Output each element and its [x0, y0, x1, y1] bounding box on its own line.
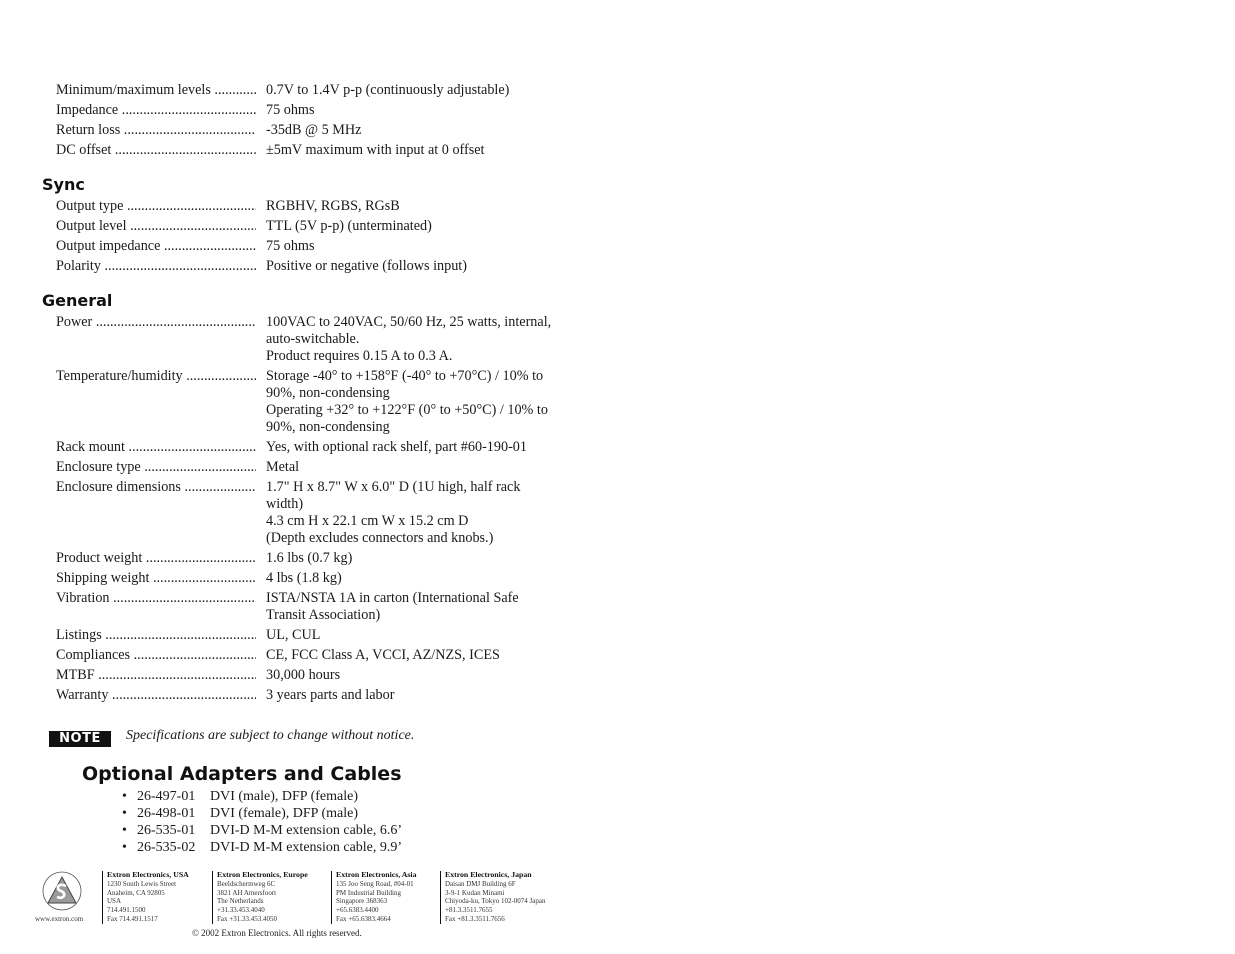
- spec-label-text: Minimum/maximum levels: [56, 82, 211, 98]
- spec-label-text: Product weight: [56, 550, 143, 566]
- spec-label-text: Polarity: [56, 258, 101, 274]
- spec-value: [266, 459, 586, 476]
- spec-label-text: Temperature/humidity: [56, 368, 183, 384]
- office-line: +31.33.453.4040: [217, 906, 265, 915]
- spec-row: [56, 667, 616, 684]
- spec-row: [56, 459, 616, 476]
- spec-value-line: UL, CUL: [266, 627, 321, 643]
- sync-heading: Sync: [42, 175, 85, 194]
- spec-label: [56, 550, 256, 567]
- office-line: +81.3.3511.7655: [445, 906, 493, 915]
- office-line: Daisan DMJ Building 6F: [445, 879, 516, 888]
- spec-label-text: Impedance: [56, 102, 119, 118]
- footer-url[interactable]: www.extron.com: [35, 915, 84, 923]
- bullet: •: [122, 806, 127, 821]
- spec-label: [56, 590, 256, 607]
- spec-label: [56, 459, 256, 476]
- list-item: [122, 822, 402, 839]
- spec-label-text: Vibration: [56, 590, 110, 606]
- sync-specs: [56, 198, 616, 278]
- general-rows: [56, 314, 616, 707]
- spec-row: [56, 102, 616, 119]
- spec-row: [56, 142, 616, 159]
- part-description: DVI (male), DFP (female): [210, 789, 358, 804]
- spec-value: [266, 122, 586, 139]
- spec-label-text: Enclosure dimensions: [56, 479, 181, 495]
- spec-label-text: Compliances: [56, 647, 131, 663]
- spec-value-line: Positive or negative (follows input): [266, 258, 467, 274]
- spec-value-line: (Depth excludes connectors and knobs.): [266, 530, 494, 546]
- spec-row: [56, 570, 616, 587]
- spec-label-text: MTBF: [56, 667, 95, 683]
- spec-label: [56, 647, 256, 664]
- spec-value: [266, 550, 586, 567]
- spec-value: [266, 590, 586, 624]
- office-line: Beeldschermweg 6C: [217, 879, 276, 888]
- part-number: 26-535-02: [137, 840, 196, 855]
- office-line: PM Industrial Building: [336, 888, 401, 897]
- spec-value: [266, 479, 586, 547]
- spec-label: [56, 258, 256, 275]
- spec-value: [266, 142, 586, 159]
- spec-row: [56, 647, 616, 664]
- spec-value-line: 1.6 lbs (0.7 kg): [266, 550, 353, 566]
- adapters-title: Optional Adapters and Cables: [82, 763, 402, 785]
- office-name: Extron Electronics, Europe: [217, 870, 308, 879]
- spec-label-text: Output level: [56, 218, 127, 234]
- spec-value-line: 75 ohms: [266, 102, 315, 118]
- adapter-list: [122, 788, 402, 856]
- spec-label: [56, 142, 256, 159]
- spec-label-text: Listings: [56, 627, 102, 643]
- spec-value-line: Operating +32° to +122°F (0° to +50°C) / 10% to: [266, 402, 548, 418]
- spec-value-line: 0.7V to 1.4V p-p (continuously adjustable): [266, 82, 510, 98]
- office-name: Extron Electronics, Japan: [445, 870, 532, 879]
- office-name: Extron Electronics, Asia: [336, 870, 417, 879]
- spec-value: [266, 218, 586, 235]
- office-line: 1230 South Lewis Street: [107, 879, 177, 888]
- spec-value-line: CE, FCC Class A, VCCI, AZ/NZS, ICES: [266, 647, 500, 663]
- copyright: © 2002 Extron Electronics. All rights reserved.: [192, 928, 362, 938]
- spec-value: [266, 198, 586, 215]
- spec-label: [56, 314, 256, 331]
- part-description: DVI-D M-M extension cable, 9.9’: [210, 840, 403, 855]
- spec-row: [56, 550, 616, 567]
- office-line: Chiyoda-ku, Tokyo 102-0074 Japan: [445, 897, 546, 906]
- office-line: Fax +31.33.453.4050: [217, 914, 277, 923]
- note-text: Specifications are subject to change without notice.: [126, 728, 415, 743]
- spec-label: [56, 570, 256, 587]
- spec-value-line: 1.7" H x 8.7" W x 6.0" D (1U high, half rack: [266, 479, 521, 495]
- spec-value: [266, 439, 586, 456]
- spec-row: [56, 238, 616, 255]
- office-name: Extron Electronics, USA: [107, 870, 189, 879]
- spec-label: [56, 122, 256, 139]
- spec-value: [266, 368, 586, 436]
- spec-value: [266, 238, 586, 255]
- office-line: USA: [107, 897, 122, 906]
- spec-label: [56, 627, 256, 644]
- office-line: 135 Joo Seng Road, #04-01: [336, 879, 414, 888]
- list-item: [122, 788, 402, 805]
- part-description: DVI (female), DFP (male): [210, 806, 358, 821]
- spec-value: [266, 570, 586, 587]
- office-line: 3821 AH Amersfoort: [217, 888, 277, 897]
- office-line: 714.491.1500: [107, 906, 146, 915]
- spec-label-text: Warranty: [56, 687, 109, 703]
- spec-value-line: 4.3 cm H x 22.1 cm W x 15.2 cm D: [266, 513, 469, 529]
- general-specs: [56, 314, 616, 707]
- spec-value-line: -35dB @ 5 MHz: [266, 122, 362, 138]
- office-europe: [212, 871, 308, 924]
- office-usa: [102, 871, 189, 924]
- spec-value-line: Transit Association): [266, 607, 381, 623]
- spec-value-line: 3 years parts and labor: [266, 687, 395, 703]
- spec-label-text: Power: [56, 314, 93, 330]
- spec-value: [266, 102, 586, 119]
- spec-value-line: ±5mV maximum with input at 0 offset: [266, 142, 485, 158]
- spec-value-line: Product requires 0.15 A to 0.3 A.: [266, 348, 453, 364]
- bullet: •: [122, 823, 127, 838]
- list-item: [122, 839, 402, 856]
- spec-label: [56, 368, 256, 385]
- spec-value-line: ISTA/NSTA 1A in carton (International Safe: [266, 590, 519, 606]
- spec-value-line: 4 lbs (1.8 kg): [266, 570, 342, 586]
- office-line: Fax 714.491.1517: [107, 914, 158, 923]
- spec-row: [56, 218, 616, 235]
- spec-value-line: auto-switchable.: [266, 331, 360, 347]
- spec-label: [56, 479, 256, 496]
- spec-label-text: Output impedance: [56, 238, 161, 254]
- spec-label: [56, 238, 256, 255]
- spec-value-line: 30,000 hours: [266, 667, 341, 683]
- spec-label: [56, 687, 256, 704]
- note-badge: NOTE: [49, 731, 111, 747]
- spec-value-line: RGBHV, RGBS, RGsB: [266, 198, 400, 214]
- office-line: Singapore 368363: [336, 897, 388, 906]
- spec-label-text: Shipping weight: [56, 570, 150, 586]
- video-rows: [56, 82, 616, 162]
- general-heading: General: [42, 291, 113, 310]
- office-line: Anaheim, CA 92805: [107, 888, 165, 897]
- office-line: Fax +65.6383.4664: [336, 914, 391, 923]
- office-line: Fax +81.3.3511.7656: [445, 914, 505, 923]
- part-description: DVI-D M-M extension cable, 6.6’: [210, 823, 403, 838]
- spec-value: [266, 82, 586, 99]
- sync-rows: [56, 198, 616, 278]
- spec-value-line: 90%, non-condensing: [266, 385, 390, 401]
- part-number: 26-535-01: [137, 823, 196, 838]
- spec-row: [56, 627, 616, 644]
- spec-label-text: DC offset: [56, 142, 112, 158]
- spec-row: [56, 687, 616, 704]
- spec-value-line: Metal: [266, 459, 300, 475]
- spec-row: [56, 590, 616, 624]
- spec-label: [56, 667, 256, 684]
- spec-row: [56, 122, 616, 139]
- spec-value-line: 90%, non-condensing: [266, 419, 390, 435]
- spec-label-text: Rack mount: [56, 439, 125, 455]
- spec-label: [56, 82, 256, 99]
- spec-label: [56, 439, 256, 456]
- office-line: 3-9-1 Kudan Minami: [445, 888, 505, 897]
- spec-label: [56, 102, 256, 119]
- bullet: •: [122, 789, 127, 804]
- list-item: [122, 805, 402, 822]
- spec-value: [266, 687, 586, 704]
- spec-row: [56, 82, 616, 99]
- spec-label: [56, 218, 256, 235]
- part-number: 26-497-01: [137, 789, 196, 804]
- spec-label-text: Enclosure type: [56, 459, 141, 475]
- spec-value-line: TTL (5V p-p) (unterminated): [266, 218, 432, 234]
- spec-row: [56, 314, 616, 365]
- part-number: 26-498-01: [137, 806, 196, 821]
- spec-value: [266, 667, 586, 684]
- spec-label-text: Output type: [56, 198, 124, 214]
- spec-value-line: width): [266, 496, 304, 512]
- spec-row: [56, 479, 616, 547]
- bullet: •: [122, 840, 127, 855]
- spec-value-line: 100VAC to 240VAC, 50/60 Hz, 25 watts, internal,: [266, 314, 552, 330]
- spec-row: [56, 198, 616, 215]
- spec-label-text: Return loss: [56, 122, 121, 138]
- office-japan: [440, 871, 545, 924]
- spec-value-line: 75 ohms: [266, 238, 315, 254]
- spec-value-line: Storage -40° to +158°F (-40° to +70°C) / 10% to: [266, 368, 544, 384]
- spec-value-line: Yes, with optional rack shelf, part #60-190-01: [266, 439, 527, 455]
- office-line: The Netherlands: [217, 897, 264, 906]
- spec-row: [56, 439, 616, 456]
- office-asia: [331, 871, 417, 924]
- extron-service-logo-icon: [36, 869, 88, 915]
- spec-row: [56, 258, 616, 275]
- spec-value: [266, 258, 586, 275]
- video-output-specs: [56, 82, 616, 162]
- office-line: +65.6383.4400: [336, 906, 379, 915]
- spec-label: [56, 198, 256, 215]
- spec-row: [56, 368, 616, 436]
- spec-value: [266, 314, 586, 365]
- spec-value: [266, 647, 586, 664]
- spec-value: [266, 627, 586, 644]
